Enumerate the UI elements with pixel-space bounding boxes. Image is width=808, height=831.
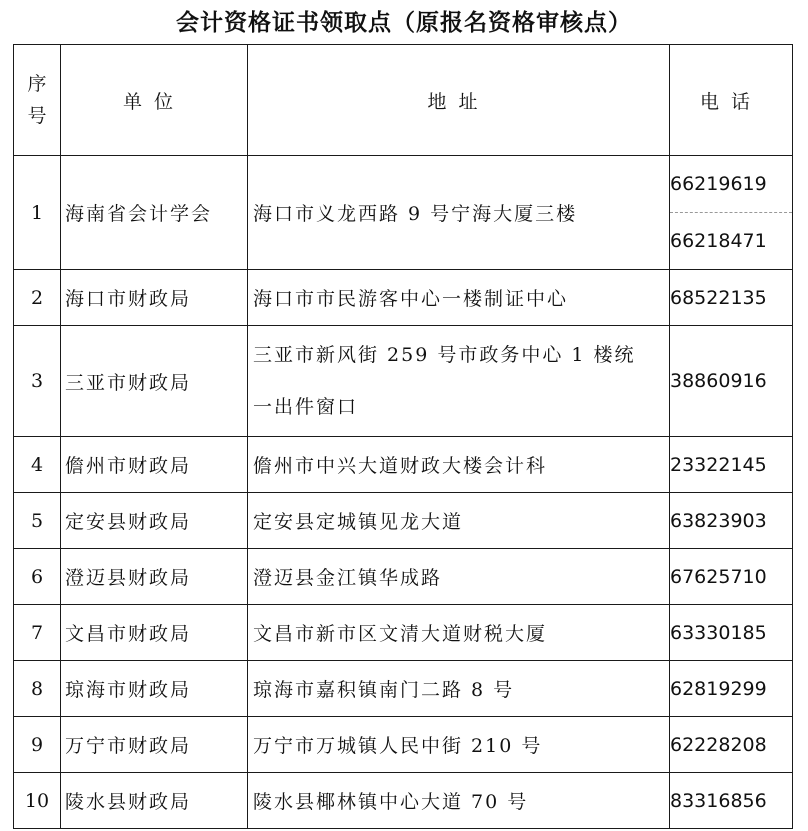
table-row	[14, 773, 793, 829]
table-row	[14, 717, 793, 773]
row-no: 1	[14, 156, 61, 270]
phone-number: 62819299	[670, 661, 793, 717]
table-row	[14, 326, 793, 437]
certificate-pickup-table	[13, 44, 793, 829]
row-unit: 定安县财政局	[61, 493, 248, 549]
row-no: 7	[14, 605, 61, 661]
header-no-line1: 序	[27, 73, 47, 95]
phone-number: 83316856	[670, 773, 793, 829]
row-address: 万宁市万城镇人民中街 210 号	[248, 717, 670, 773]
row-unit: 海口市财政局	[61, 270, 248, 326]
row-address: 海口市市民游客中心一楼制证中心	[248, 270, 670, 326]
row-no: 10	[14, 773, 61, 829]
row-no: 8	[14, 661, 61, 717]
row-unit: 琼海市财政局	[61, 661, 248, 717]
phone-number: 66219619	[670, 173, 767, 195]
phone-number: 66218471	[670, 212, 792, 269]
phone-number: 68522135	[670, 270, 793, 326]
header-unit: 单位	[61, 45, 248, 156]
table-header-row	[14, 45, 793, 156]
address-line: 三亚市新风街 259 号市政务中心 1 楼统	[253, 344, 636, 366]
row-unit: 文昌市财政局	[61, 605, 248, 661]
table-row	[14, 437, 793, 493]
row-phone	[670, 156, 793, 270]
row-address: 文昌市新市区文清大道财税大厦	[248, 605, 670, 661]
phone-number: 63823903	[670, 493, 793, 549]
table-row	[14, 605, 793, 661]
header-address: 地址	[248, 45, 670, 156]
row-address: 澄迈县金江镇华成路	[248, 549, 670, 605]
table-row	[14, 549, 793, 605]
table-row	[14, 156, 793, 270]
row-unit: 万宁市财政局	[61, 717, 248, 773]
row-no: 5	[14, 493, 61, 549]
row-address	[248, 326, 670, 437]
row-address: 定安县定城镇见龙大道	[248, 493, 670, 549]
table-row	[14, 493, 793, 549]
phone-number: 38860916	[670, 326, 793, 437]
row-address: 海口市义龙西路 9 号宁海大厦三楼	[248, 156, 670, 270]
phone-number: 23322145	[670, 437, 793, 493]
row-no: 2	[14, 270, 61, 326]
row-unit: 三亚市财政局	[61, 326, 248, 437]
row-address: 儋州市中兴大道财政大楼会计科	[248, 437, 670, 493]
row-no: 6	[14, 549, 61, 605]
row-no: 4	[14, 437, 61, 493]
row-address: 陵水县椰林镇中心大道 70 号	[248, 773, 670, 829]
page-title: 会计资格证书领取点（原报名资格审核点）	[176, 9, 632, 36]
phone-number: 63330185	[670, 605, 793, 661]
row-address: 琼海市嘉积镇南门二路 8 号	[248, 661, 670, 717]
row-unit: 陵水县财政局	[61, 773, 248, 829]
row-no: 9	[14, 717, 61, 773]
address-line: 一出件窗口	[253, 396, 359, 418]
row-no: 3	[14, 326, 61, 437]
header-no-line2: 号	[27, 105, 47, 127]
header-phone: 电话	[670, 45, 793, 156]
phone-number: 67625710	[670, 549, 793, 605]
row-unit: 儋州市财政局	[61, 437, 248, 493]
phone-number: 62228208	[670, 717, 793, 773]
row-unit: 澄迈县财政局	[61, 549, 248, 605]
table-row	[14, 661, 793, 717]
row-unit: 海南省会计学会	[61, 156, 248, 270]
table-row	[14, 270, 793, 326]
header-no	[14, 45, 61, 156]
